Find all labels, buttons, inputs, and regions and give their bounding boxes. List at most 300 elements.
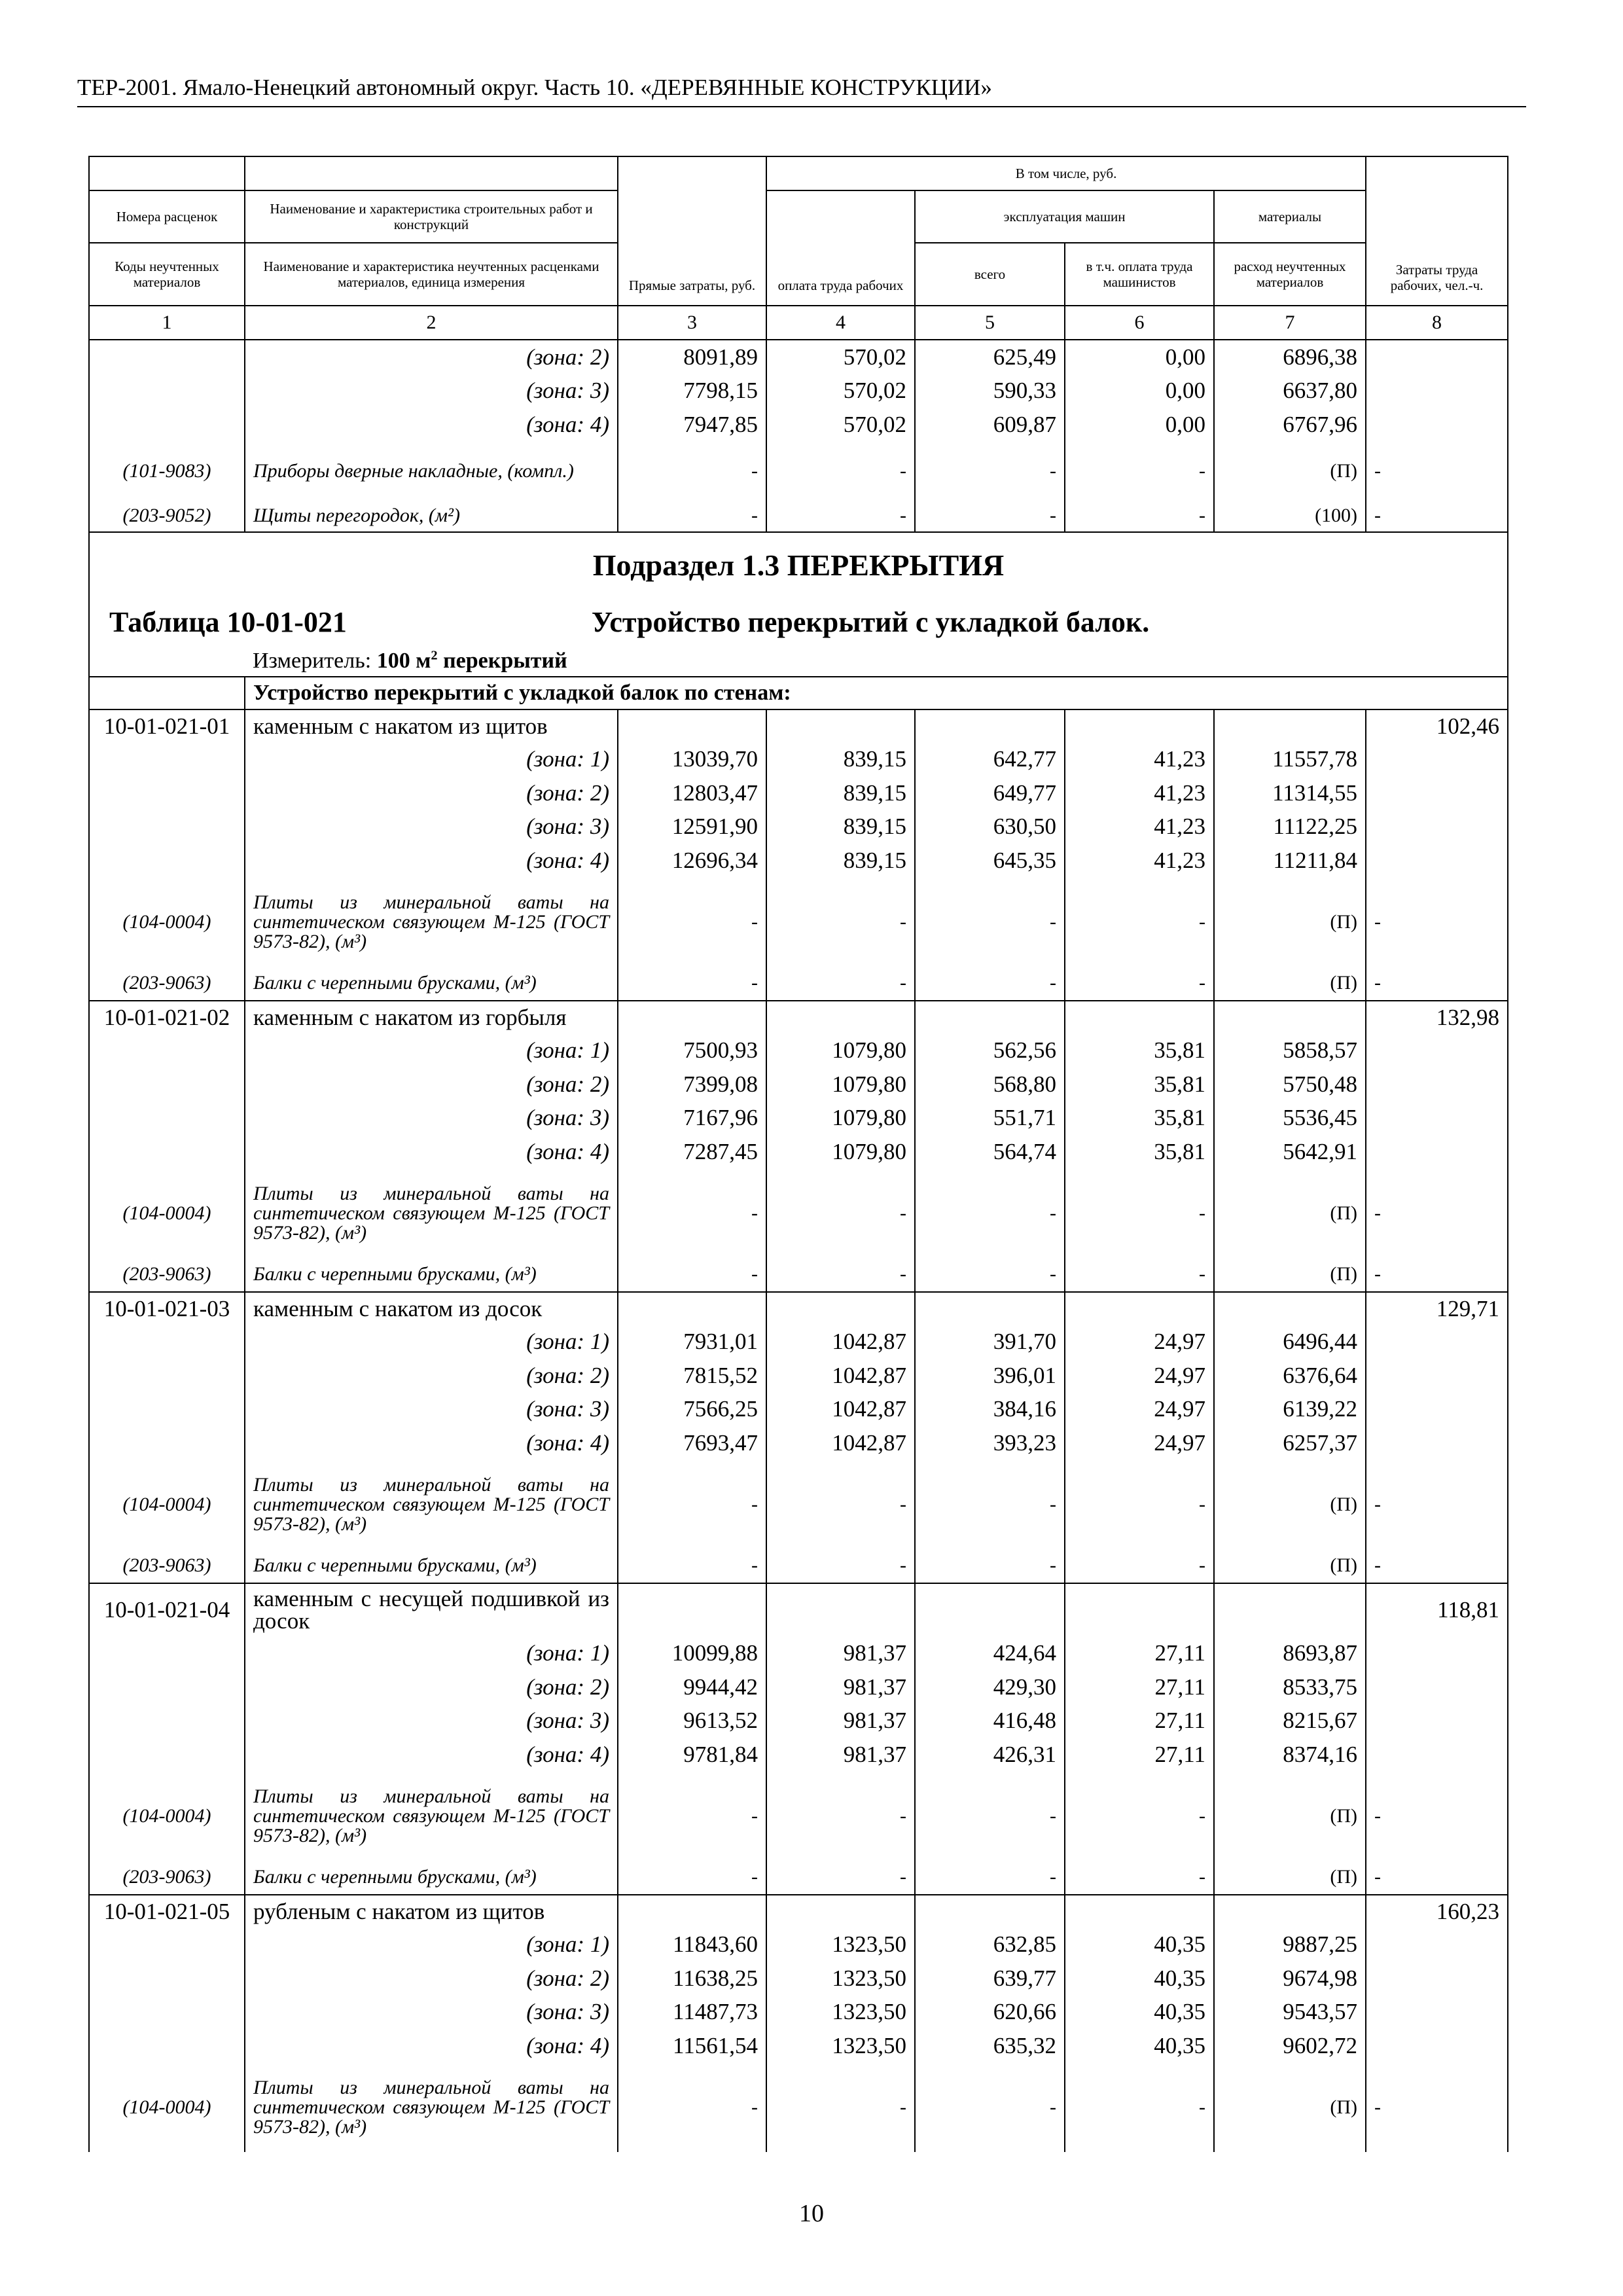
column-number: 1	[89, 306, 245, 340]
table-header	[89, 156, 1508, 340]
labor-cell	[1366, 1962, 1508, 1996]
value-col3: 7931,01	[618, 1325, 766, 1359]
measure-label: Измеритель:	[253, 649, 372, 673]
column-number: 3	[618, 306, 766, 340]
zone-label: (зона: 2)	[245, 1670, 618, 1704]
code-cell	[89, 1996, 245, 2030]
material-dash: -	[766, 1861, 915, 1895]
column-numbers-row	[89, 306, 1508, 340]
value-col4: 1042,87	[766, 1393, 915, 1427]
material-labor-dash: -	[1366, 1169, 1508, 1258]
value-col5: 625,49	[915, 340, 1065, 374]
labor-cell	[1366, 1670, 1508, 1704]
code-cell	[89, 1325, 245, 1359]
material-code: (203-9052)	[89, 501, 245, 532]
material-dash: -	[618, 878, 766, 967]
unaccounted-material-row	[89, 1460, 1508, 1549]
labor-cell	[1366, 743, 1508, 777]
zone-row	[89, 1135, 1508, 1169]
value-col5: 630,50	[915, 810, 1065, 844]
rate-code: 10-01-021-01	[89, 709, 245, 743]
zone-row	[89, 1325, 1508, 1359]
unaccounted-material-row	[89, 1861, 1508, 1895]
code-cell	[89, 408, 245, 442]
zone-label: (зона: 4)	[245, 1135, 618, 1169]
value-col4: 839,15	[766, 776, 915, 810]
code-cell	[89, 1738, 245, 1772]
labor-cell	[1366, 1393, 1508, 1427]
value-col6: 27,11	[1065, 1637, 1214, 1671]
zone-row	[89, 1704, 1508, 1738]
material-name: Балки с черепными брусками, (м³)	[245, 1549, 618, 1583]
col8-header: Затраты труда рабочих, чел.-ч.	[1366, 190, 1508, 306]
zone-row	[89, 1670, 1508, 1704]
value-col7: 11314,55	[1214, 776, 1366, 810]
col6-header: в т.ч. оплата труда машинистов	[1065, 243, 1214, 306]
value-col3: 7399,08	[618, 1067, 766, 1102]
col3-header: Прямые затраты, руб.	[618, 190, 766, 306]
value-col4: 1042,87	[766, 1359, 915, 1393]
labor-cell	[1366, 1325, 1508, 1359]
empty-cell	[1214, 1001, 1366, 1034]
code-cell	[89, 1102, 245, 1136]
code-cell	[89, 340, 245, 374]
value-col7: 6139,22	[1214, 1393, 1366, 1427]
empty-cell	[1214, 1895, 1366, 1928]
value-col4: 1079,80	[766, 1034, 915, 1068]
zone-row	[89, 743, 1508, 777]
rate-code: 10-01-021-05	[89, 1895, 245, 1928]
value-col3: 7167,96	[618, 1102, 766, 1136]
value-col6: 24,97	[1065, 1325, 1214, 1359]
rate-position-row	[89, 709, 1508, 743]
material-dash: -	[915, 1169, 1065, 1258]
code-cell	[89, 1928, 245, 1962]
material-dash: -	[915, 1772, 1065, 1861]
empty-cell	[618, 1292, 766, 1325]
value-col3: 9781,84	[618, 1738, 766, 1772]
col1-bottom-header: Коды неучтенных материалов	[89, 243, 245, 306]
unaccounted-material-row	[89, 1258, 1508, 1292]
labor-cost: 102,46	[1366, 709, 1508, 743]
value-col7: 6257,37	[1214, 1426, 1366, 1460]
measure-value: 100 $м^2$ перекрытий	[376, 648, 567, 673]
zone-label: (зона: 1)	[245, 1928, 618, 1962]
value-col5: 429,30	[915, 1670, 1065, 1704]
value-col7: 11557,78	[1214, 743, 1366, 777]
zone-label: (зона: 3)	[245, 1393, 618, 1427]
value-col7: 5858,57	[1214, 1034, 1366, 1068]
labor-cell	[1366, 1738, 1508, 1772]
page-number: 10	[799, 2200, 824, 2227]
previous-table-continuation	[89, 340, 1508, 532]
empty-cell	[766, 1895, 915, 1928]
empty-cell	[915, 709, 1065, 743]
zone-row	[89, 1359, 1508, 1393]
zone-label: (зона: 3)	[245, 810, 618, 844]
rate-name: каменным с накатом из досок	[245, 1292, 618, 1325]
empty-cell	[1214, 1583, 1366, 1637]
zone-row	[89, 1962, 1508, 1996]
code-cell	[89, 374, 245, 408]
value-col6: 41,23	[1065, 743, 1214, 777]
material-dash: -	[766, 878, 915, 967]
zone-row	[89, 340, 1508, 374]
zone-label: (зона: 3)	[245, 1704, 618, 1738]
material-dash: -	[1065, 2063, 1214, 2152]
value-col7: 5536,45	[1214, 1102, 1366, 1136]
running-header: ТЕР-2001. Ямало-Ненецкий автономный округ. Часть 10. «ДЕРЕВЯННЫЕ КОНСТРУКЦИИ»	[77, 73, 1526, 107]
zone-label: (зона: 3)	[245, 374, 618, 408]
material-consumption: (П)	[1214, 1258, 1366, 1292]
value-col6: 35,81	[1065, 1102, 1214, 1136]
value-col3: 9613,52	[618, 1704, 766, 1738]
value-col4: 570,02	[766, 408, 915, 442]
material-dash: -	[1065, 1772, 1214, 1861]
zone-row	[89, 1928, 1508, 1962]
value-col5: 642,77	[915, 743, 1065, 777]
material-dash: -	[618, 1460, 766, 1549]
material-dash: -	[766, 1772, 915, 1861]
value-col6: 41,23	[1065, 844, 1214, 878]
value-col6: 24,97	[1065, 1393, 1214, 1427]
value-col6: 27,11	[1065, 1738, 1214, 1772]
material-dash: -	[1065, 1549, 1214, 1583]
value-col5: 590,33	[915, 374, 1065, 408]
labor-cell	[1366, 1704, 1508, 1738]
zone-label: (зона: 1)	[245, 743, 618, 777]
value-col4: 1079,80	[766, 1067, 915, 1102]
value-col6: 35,81	[1065, 1067, 1214, 1102]
column-number: 6	[1065, 306, 1214, 340]
material-dash: -	[618, 501, 766, 532]
zone-label: (зона: 3)	[245, 1996, 618, 2030]
material-labor-dash: -	[1366, 1861, 1508, 1895]
code-cell	[89, 1670, 245, 1704]
value-col6: 40,35	[1065, 2029, 1214, 2063]
value-col6: 40,35	[1065, 1962, 1214, 1996]
material-name: Балки с черепными брусками, (м³)	[245, 1258, 618, 1292]
material-labor-dash: -	[1366, 1460, 1508, 1549]
value-col7: 8533,75	[1214, 1670, 1366, 1704]
value-col7: 11122,25	[1214, 810, 1366, 844]
material-dash: -	[915, 1861, 1065, 1895]
value-col5: 424,64	[915, 1637, 1065, 1671]
material-consumption: (П)	[1214, 2063, 1366, 2152]
value-col3: 11638,25	[618, 1962, 766, 1996]
material-labor-dash: -	[1366, 501, 1508, 532]
material-consumption: (П)	[1214, 442, 1366, 501]
value-col6: 41,23	[1065, 776, 1214, 810]
zone-row	[89, 1996, 1508, 2030]
material-dash: -	[766, 1460, 915, 1549]
zone-row	[89, 374, 1508, 408]
material-consumption: (П)	[1214, 967, 1366, 1001]
code-cell	[89, 810, 245, 844]
zone-label: (зона: 4)	[245, 2029, 618, 2063]
material-code: (104-0004)	[89, 1460, 245, 1549]
rate-position-row	[89, 1001, 1508, 1034]
material-name: Плиты из минеральной ваты на синтетическом связующем М-125 (ГОСТ 9573-82), (м³)	[245, 2063, 618, 2152]
zone-label: (зона: 2)	[245, 1962, 618, 1996]
value-col3: 11561,54	[618, 2029, 766, 2063]
col5-header: всего	[915, 243, 1065, 306]
material-consumption: (П)	[1214, 1861, 1366, 1895]
material-labor-dash: -	[1366, 442, 1508, 501]
zone-label: (зона: 4)	[245, 844, 618, 878]
zone-label: (зона: 4)	[245, 1738, 618, 1772]
code-cell	[89, 2029, 245, 2063]
labor-cell	[1366, 1067, 1508, 1102]
value-col3: 11843,60	[618, 1928, 766, 1962]
value-col6: 0,00	[1065, 408, 1214, 442]
rate-code: 10-01-021-03	[89, 1292, 245, 1325]
material-consumption: (П)	[1214, 878, 1366, 967]
value-col4: 839,15	[766, 844, 915, 878]
zone-row	[89, 844, 1508, 878]
value-col3: 12803,47	[618, 776, 766, 810]
material-name: Щиты перегородок, (м²)	[245, 501, 618, 532]
material-dash: -	[618, 1549, 766, 1583]
material-dash: -	[766, 1258, 915, 1292]
value-col6: 27,11	[1065, 1670, 1214, 1704]
rate-position-row	[89, 1583, 1508, 1637]
zone-row	[89, 1426, 1508, 1460]
material-name: Балки с черепными брусками, (м³)	[245, 967, 618, 1001]
zone-row	[89, 776, 1508, 810]
value-col3: 12696,34	[618, 844, 766, 878]
material-code: (104-0004)	[89, 878, 245, 967]
material-dash: -	[915, 1258, 1065, 1292]
value-col4: 1042,87	[766, 1426, 915, 1460]
value-col5: 639,77	[915, 1962, 1065, 1996]
code-cell	[89, 1135, 245, 1169]
labor-cell	[1366, 2029, 1508, 2063]
material-labor-dash: -	[1366, 1549, 1508, 1583]
value-col7: 6896,38	[1214, 340, 1366, 374]
labor-cell	[1366, 1928, 1508, 1962]
value-col5: 384,16	[915, 1393, 1065, 1427]
labor-cell	[1366, 1034, 1508, 1068]
empty-cell	[1065, 1292, 1214, 1325]
unaccounted-material-row	[89, 442, 1508, 501]
zone-row	[89, 2029, 1508, 2063]
code-cell	[89, 1393, 245, 1427]
rate-name: рубленым с накатом из щитов	[245, 1895, 618, 1928]
unaccounted-material-row	[89, 967, 1508, 1001]
zone-row	[89, 1738, 1508, 1772]
labor-cost: 129,71	[1366, 1292, 1508, 1325]
empty-cell	[618, 709, 766, 743]
material-dash: -	[766, 967, 915, 1001]
material-dash: -	[618, 2063, 766, 2152]
code-cell	[89, 1426, 245, 1460]
labor-cost: 160,23	[1366, 1895, 1508, 1928]
value-col5: 568,80	[915, 1067, 1065, 1102]
material-code: (104-0004)	[89, 2063, 245, 2152]
material-labor-dash: -	[1366, 2063, 1508, 2152]
positions-body	[89, 709, 1508, 2152]
value-col3: 7566,25	[618, 1393, 766, 1427]
rate-position-row	[89, 1895, 1508, 1928]
material-code: (203-9063)	[89, 1549, 245, 1583]
value-col6: 24,97	[1065, 1426, 1214, 1460]
material-dash: -	[1065, 1169, 1214, 1258]
col7-header: расход неучтенных материалов	[1214, 243, 1366, 306]
code-cell	[89, 776, 245, 810]
unaccounted-material-row	[89, 1549, 1508, 1583]
rate-name: каменным с накатом из щитов	[245, 709, 618, 743]
material-dash: -	[915, 878, 1065, 967]
material-dash: -	[1065, 1460, 1214, 1549]
labor-cell	[1366, 1135, 1508, 1169]
material-consumption: (П)	[1214, 1772, 1366, 1861]
value-col6: 0,00	[1065, 340, 1214, 374]
material-dash: -	[766, 1169, 915, 1258]
value-col4: 839,15	[766, 810, 915, 844]
material-name: Плиты из минеральной ваты на синтетическом связующем М-125 (ГОСТ 9573-82), (м³)	[245, 1772, 618, 1861]
rate-code: 10-01-021-02	[89, 1001, 245, 1034]
material-dash: -	[618, 442, 766, 501]
material-dash: -	[618, 1861, 766, 1895]
material-dash: -	[1065, 1861, 1214, 1895]
value-col4: 839,15	[766, 743, 915, 777]
column-number: 7	[1214, 306, 1366, 340]
col2-bottom-header: Наименование и характеристика неучтенных расценками материалов, единица измерения	[245, 243, 618, 306]
material-dash: -	[766, 2063, 915, 2152]
value-col4: 981,37	[766, 1704, 915, 1738]
empty-cell	[766, 1583, 915, 1637]
column-number: 2	[245, 306, 618, 340]
value-col5: 391,70	[915, 1325, 1065, 1359]
empty-cell	[915, 1583, 1065, 1637]
value-col6: 35,81	[1065, 1135, 1214, 1169]
code-cell	[89, 844, 245, 878]
material-code: (203-9063)	[89, 1861, 245, 1895]
zone-row	[89, 1102, 1508, 1136]
zone-label: (зона: 1)	[245, 1034, 618, 1068]
value-col5: 564,74	[915, 1135, 1065, 1169]
labor-cell	[1366, 1426, 1508, 1460]
table-title: Устройство перекрытий с укладкой балок.	[591, 606, 1150, 638]
value-col3: 9944,42	[618, 1670, 766, 1704]
value-col4: 1323,50	[766, 1928, 915, 1962]
empty-cell	[766, 1292, 915, 1325]
value-col3: 7500,93	[618, 1034, 766, 1068]
material-labor-dash: -	[1366, 1258, 1508, 1292]
value-col5: 393,23	[915, 1426, 1065, 1460]
code-cell	[89, 1359, 245, 1393]
zone-row	[89, 1637, 1508, 1671]
material-name: Плиты из минеральной ваты на синтетическом связующем М-125 (ГОСТ 9573-82), (м³)	[245, 1169, 618, 1258]
material-code: (203-9063)	[89, 967, 245, 1001]
material-dash: -	[766, 1549, 915, 1583]
material-dash: -	[1065, 878, 1214, 967]
value-col5: 426,31	[915, 1738, 1065, 1772]
labor-cell	[1366, 1359, 1508, 1393]
material-dash: -	[618, 1169, 766, 1258]
value-col6: 27,11	[1065, 1704, 1214, 1738]
zone-row	[89, 810, 1508, 844]
col2-top-header: Наименование и характеристика строительных работ и конструкций	[245, 190, 618, 243]
value-col7: 6496,44	[1214, 1325, 1366, 1359]
zone-label: (зона: 4)	[245, 408, 618, 442]
value-col6: 41,23	[1065, 810, 1214, 844]
value-col7: 5642,91	[1214, 1135, 1366, 1169]
value-col5: 562,56	[915, 1034, 1065, 1068]
code-cell	[89, 1034, 245, 1068]
value-col7: 9674,98	[1214, 1962, 1366, 1996]
value-col4: 981,37	[766, 1637, 915, 1671]
material-dash: -	[1065, 442, 1214, 501]
col1-top-header: Номера расценок	[89, 190, 245, 243]
code-cell	[89, 1704, 245, 1738]
code-cell	[89, 1962, 245, 1996]
empty-cell	[915, 1895, 1065, 1928]
material-dash: -	[1065, 1258, 1214, 1292]
value-col5: 632,85	[915, 1928, 1065, 1962]
labor-cell	[1366, 374, 1508, 408]
material-consumption: (П)	[1214, 1169, 1366, 1258]
zone-label: (зона: 1)	[245, 1325, 618, 1359]
value-col6: 35,81	[1065, 1034, 1214, 1068]
material-name: Балки с черепными брусками, (м³)	[245, 1861, 618, 1895]
empty-cell	[915, 1001, 1065, 1034]
code-cell	[89, 743, 245, 777]
material-dash: -	[1065, 501, 1214, 532]
material-dash: -	[915, 1549, 1065, 1583]
value-col5: 609,87	[915, 408, 1065, 442]
value-col4: 1323,50	[766, 1996, 915, 2030]
code-cell	[89, 1637, 245, 1671]
value-col7: 6376,64	[1214, 1359, 1366, 1393]
zone-row	[89, 1034, 1508, 1068]
empty-cell	[1065, 1583, 1214, 1637]
value-col4: 570,02	[766, 340, 915, 374]
value-col3: 10099,88	[618, 1637, 766, 1671]
zone-label: (зона: 4)	[245, 1426, 618, 1460]
labor-cost: 118,81	[1366, 1583, 1508, 1637]
zone-row	[89, 1067, 1508, 1102]
value-col5: 416,48	[915, 1704, 1065, 1738]
value-col5: 645,35	[915, 844, 1065, 878]
value-col5: 620,66	[915, 1996, 1065, 2030]
material-code: (101-9083)	[89, 442, 245, 501]
empty-cell	[915, 1292, 1065, 1325]
value-col6: 24,97	[1065, 1359, 1214, 1393]
value-col5: 551,71	[915, 1102, 1065, 1136]
value-col3: 7947,85	[618, 408, 766, 442]
material-labor-dash: -	[1366, 1772, 1508, 1861]
value-col3: 7693,47	[618, 1426, 766, 1460]
empty-cell	[1065, 1895, 1214, 1928]
value-col6: 40,35	[1065, 1996, 1214, 2030]
value-col4: 981,37	[766, 1670, 915, 1704]
value-col4: 1323,50	[766, 1962, 915, 1996]
value-col7: 9602,72	[1214, 2029, 1366, 2063]
unaccounted-material-row	[89, 1169, 1508, 1258]
empty-cell	[618, 1895, 766, 1928]
value-col4: 1042,87	[766, 1325, 915, 1359]
column-number: 5	[915, 306, 1065, 340]
value-col3: 12591,90	[618, 810, 766, 844]
material-name: Плиты из минеральной ваты на синтетическом связующем М-125 (ГОСТ 9573-82), (м³)	[245, 878, 618, 967]
value-col3: 8091,89	[618, 340, 766, 374]
zone-label: (зона: 2)	[245, 340, 618, 374]
value-col5: 635,32	[915, 2029, 1065, 2063]
labor-cell	[1366, 844, 1508, 878]
value-col3: 7287,45	[618, 1135, 766, 1169]
